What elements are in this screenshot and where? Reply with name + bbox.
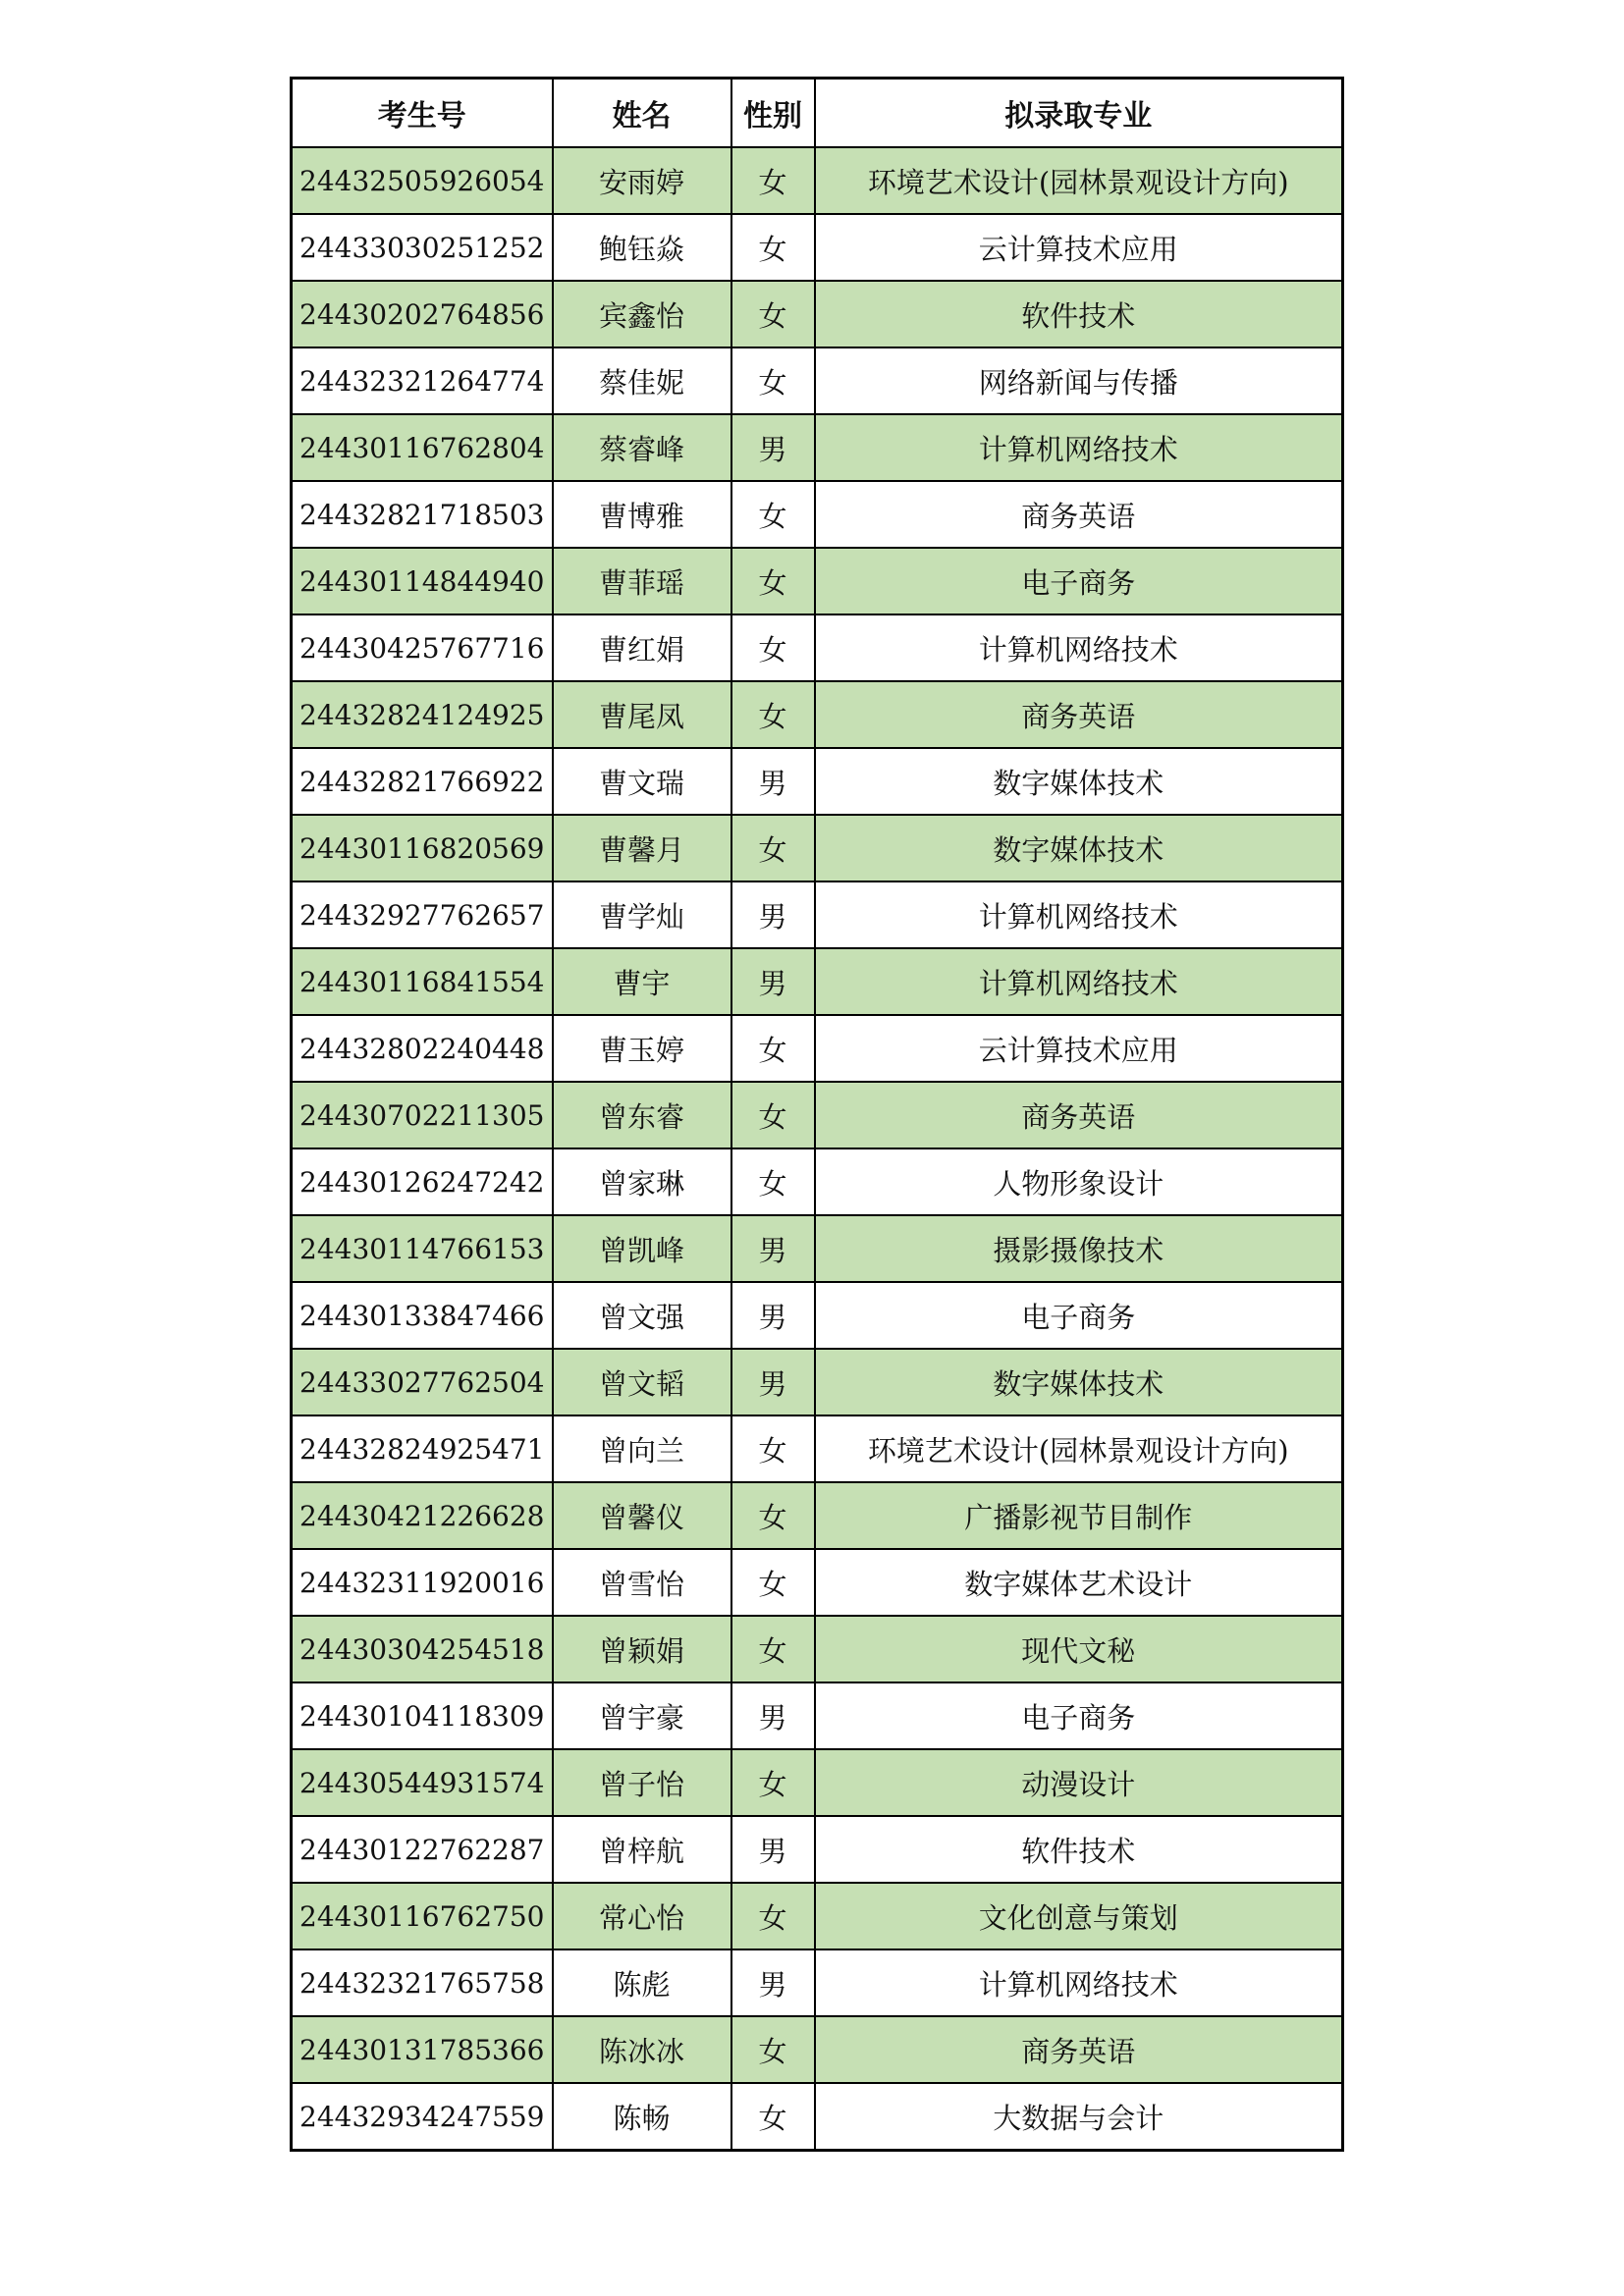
major-cell: 数字媒体技术 [815,748,1343,815]
gender-cell: 男 [731,1282,815,1349]
table-row [292,2083,1343,2151]
gender-cell: 女 [731,681,815,748]
name-cell: 曹尾凤 [553,681,731,748]
exam-id-cell: 24430116841554 [292,948,553,1015]
exam-id-cell: 24430116762750 [292,1883,553,1949]
table-row [292,748,1343,815]
table-header [292,79,1343,148]
name-cell: 曹馨月 [553,815,731,881]
table-row [292,1816,1343,1883]
gender-cell: 女 [731,214,815,281]
gender-cell: 女 [731,1749,815,1816]
gender-cell: 女 [731,548,815,614]
exam-id-cell: 24432505926054 [292,147,553,214]
table-row [292,1616,1343,1682]
table-row [292,1148,1343,1215]
name-cell: 曾宇豪 [553,1682,731,1749]
gender-cell: 女 [731,281,815,347]
header-name: 姓名 [553,79,731,148]
gender-cell: 女 [731,147,815,214]
exam-id-cell: 24430304254518 [292,1616,553,1682]
table-row [292,681,1343,748]
table-row [292,414,1343,481]
major-cell: 现代文秘 [815,1616,1343,1682]
exam-id-cell: 24432824925471 [292,1415,553,1482]
gender-cell: 女 [731,1883,815,1949]
table-row [292,1415,1343,1482]
major-cell: 数字媒体技术 [815,815,1343,881]
table-row [292,1883,1343,1949]
exam-id-cell: 24432311920016 [292,1549,553,1616]
gender-cell: 女 [731,1015,815,1082]
major-cell: 软件技术 [815,281,1343,347]
gender-cell: 男 [731,1215,815,1282]
major-cell: 网络新闻与传播 [815,347,1343,414]
table-row [292,1549,1343,1616]
major-cell: 环境艺术设计(园林景观设计方向) [815,147,1343,214]
major-cell: 文化创意与策划 [815,1883,1343,1949]
gender-cell: 男 [731,948,815,1015]
name-cell: 曹文瑞 [553,748,731,815]
exam-id-cell: 24430131785366 [292,2016,553,2083]
major-cell: 商务英语 [815,2016,1343,2083]
gender-cell: 女 [731,1082,815,1148]
name-cell: 曾凯峰 [553,1215,731,1282]
major-cell: 电子商务 [815,548,1343,614]
name-cell: 常心怡 [553,1883,731,1949]
name-cell: 曾馨仪 [553,1482,731,1549]
gender-cell: 女 [731,614,815,681]
name-cell: 曾雪怡 [553,1549,731,1616]
name-cell: 曾颖娟 [553,1616,731,1682]
major-cell: 计算机网络技术 [815,414,1343,481]
table-row [292,1349,1343,1415]
major-cell: 商务英语 [815,481,1343,548]
gender-cell: 女 [731,2083,815,2151]
major-cell: 计算机网络技术 [815,1949,1343,2016]
exam-id-cell: 24430425767716 [292,614,553,681]
table-row [292,1482,1343,1549]
major-cell: 摄影摄像技术 [815,1215,1343,1282]
name-cell: 曹博雅 [553,481,731,548]
gender-cell: 男 [731,1949,815,2016]
table-row [292,1082,1343,1148]
name-cell: 曹红娟 [553,614,731,681]
table-row [292,815,1343,881]
name-cell: 曾文韬 [553,1349,731,1415]
gender-cell: 女 [731,1616,815,1682]
name-cell: 曾文强 [553,1282,731,1349]
name-cell: 曾子怡 [553,1749,731,1816]
name-cell: 陈冰冰 [553,2016,731,2083]
gender-cell: 男 [731,1349,815,1415]
exam-id-cell: 24430122762287 [292,1816,553,1883]
table-row [292,948,1343,1015]
exam-id-cell: 24430544931574 [292,1749,553,1816]
major-cell: 电子商务 [815,1682,1343,1749]
major-cell: 电子商务 [815,1282,1343,1349]
exam-id-cell: 24432321765758 [292,1949,553,2016]
exam-id-cell: 24432821718503 [292,481,553,548]
name-cell: 曹菲瑶 [553,548,731,614]
exam-id-cell: 24430114844940 [292,548,553,614]
name-cell: 曾向兰 [553,1415,731,1482]
header-exam-id: 考生号 [292,79,553,148]
exam-id-cell: 24432824124925 [292,681,553,748]
major-cell: 商务英语 [815,1082,1343,1148]
admission-list-sheet [290,77,1341,2152]
name-cell: 宾鑫怡 [553,281,731,347]
exam-id-cell: 24430104118309 [292,1682,553,1749]
name-cell: 陈彪 [553,1949,731,2016]
gender-cell: 男 [731,1682,815,1749]
header-gender: 性别 [731,79,815,148]
major-cell: 云计算技术应用 [815,1015,1343,1082]
gender-cell: 女 [731,1148,815,1215]
major-cell: 云计算技术应用 [815,214,1343,281]
gender-cell: 女 [731,481,815,548]
table-row [292,147,1343,214]
header-row [292,79,1343,148]
table-row [292,548,1343,614]
exam-id-cell: 24432802240448 [292,1015,553,1082]
gender-cell: 男 [731,748,815,815]
exam-id-cell: 24433030251252 [292,214,553,281]
exam-id-cell: 24430116820569 [292,815,553,881]
gender-cell: 女 [731,1482,815,1549]
major-cell: 动漫设计 [815,1749,1343,1816]
name-cell: 曾家琳 [553,1148,731,1215]
table-row [292,614,1343,681]
exam-id-cell: 24430702211305 [292,1082,553,1148]
admission-table [290,77,1344,2152]
exam-id-cell: 24432934247559 [292,2083,553,2151]
exam-id-cell: 24432927762657 [292,881,553,948]
gender-cell: 女 [731,815,815,881]
name-cell: 鲍钰焱 [553,214,731,281]
major-cell: 人物形象设计 [815,1148,1343,1215]
table-row [292,1749,1343,1816]
exam-id-cell: 24430116762804 [292,414,553,481]
name-cell: 曾东睿 [553,1082,731,1148]
exam-id-cell: 24430126247242 [292,1148,553,1215]
exam-id-cell: 24432321264774 [292,347,553,414]
name-cell: 曹宇 [553,948,731,1015]
table-row [292,881,1343,948]
exam-id-cell: 24430114766153 [292,1215,553,1282]
major-cell: 商务英语 [815,681,1343,748]
table-row [292,1282,1343,1349]
major-cell: 环境艺术设计(园林景观设计方向) [815,1415,1343,1482]
name-cell: 蔡睿峰 [553,414,731,481]
table-row [292,481,1343,548]
gender-cell: 女 [731,2016,815,2083]
major-cell: 软件技术 [815,1816,1343,1883]
gender-cell: 女 [731,347,815,414]
name-cell: 安雨婷 [553,147,731,214]
gender-cell: 女 [731,1415,815,1482]
major-cell: 计算机网络技术 [815,881,1343,948]
major-cell: 计算机网络技术 [815,948,1343,1015]
table-row [292,347,1343,414]
name-cell: 曹玉婷 [553,1015,731,1082]
exam-id-cell: 24433027762504 [292,1349,553,1415]
name-cell: 曾梓航 [553,1816,731,1883]
gender-cell: 女 [731,1549,815,1616]
name-cell: 陈畅 [553,2083,731,2151]
major-cell: 大数据与会计 [815,2083,1343,2151]
gender-cell: 男 [731,414,815,481]
name-cell: 曹学灿 [553,881,731,948]
exam-id-cell: 24430202764856 [292,281,553,347]
gender-cell: 男 [731,1816,815,1883]
table-row [292,2016,1343,2083]
gender-cell: 男 [731,881,815,948]
table-row [292,281,1343,347]
table-row [292,1215,1343,1282]
header-major: 拟录取专业 [815,79,1343,148]
table-body [292,147,1343,2151]
major-cell: 数字媒体艺术设计 [815,1549,1343,1616]
exam-id-cell: 24432821766922 [292,748,553,815]
name-cell: 蔡佳妮 [553,347,731,414]
exam-id-cell: 24430421226628 [292,1482,553,1549]
exam-id-cell: 24430133847466 [292,1282,553,1349]
major-cell: 数字媒体技术 [815,1349,1343,1415]
table-row [292,214,1343,281]
major-cell: 广播影视节目制作 [815,1482,1343,1549]
table-row [292,1015,1343,1082]
major-cell: 计算机网络技术 [815,614,1343,681]
table-row [292,1949,1343,2016]
table-row [292,1682,1343,1749]
